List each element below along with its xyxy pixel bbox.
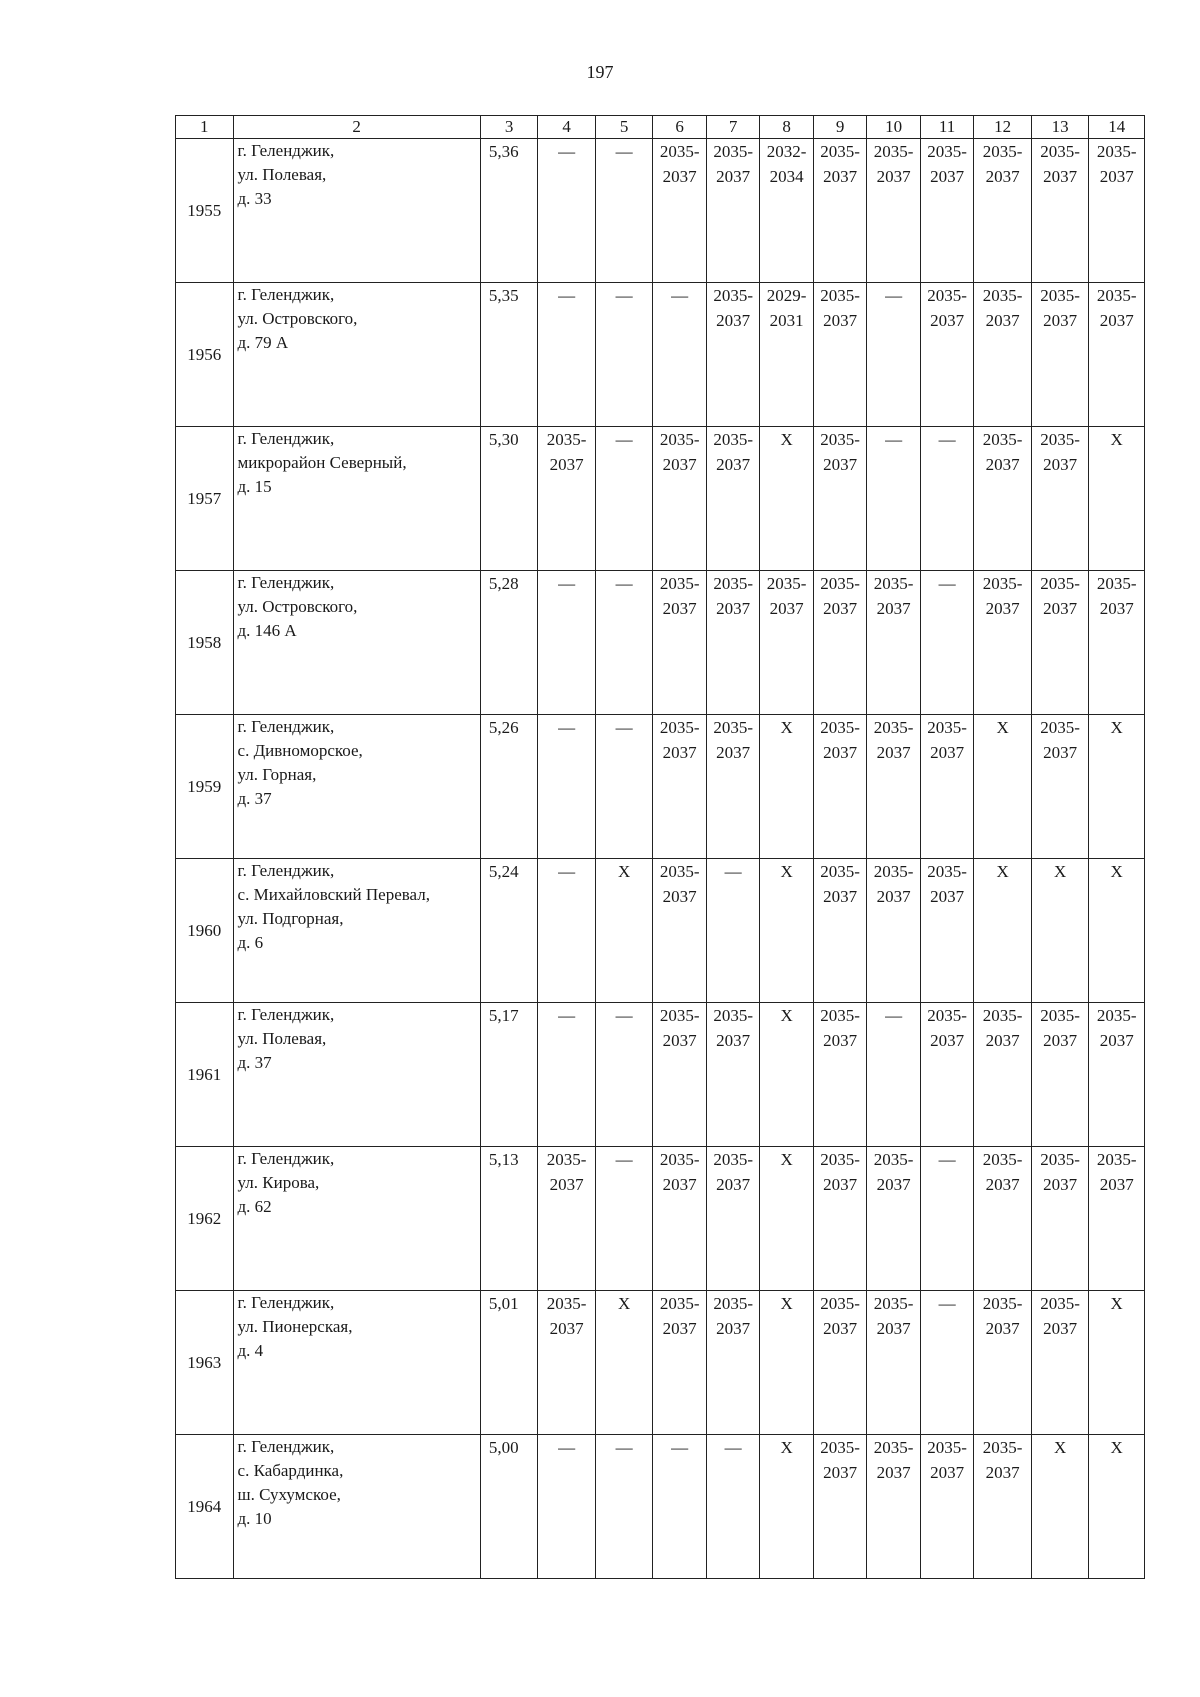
period-cell-col-9: 2035- 2037 (813, 1435, 866, 1579)
address-line: д. 37 (237, 789, 272, 808)
period-cell-col-4: 2035- 2037 (538, 1147, 596, 1291)
period-cell-col-13: 2035- 2037 (1031, 1291, 1089, 1435)
address-line: ш. Сухумское, (237, 1485, 341, 1504)
value-cell: 5,00 (480, 1435, 538, 1579)
value-cell: 5,24 (480, 859, 538, 1003)
period-cell-col-10: — (867, 1003, 920, 1147)
period-cell-col-11: 2035- 2037 (920, 283, 973, 427)
address-line: г. Геленджик, (237, 285, 335, 304)
row-number: 1963 (176, 1291, 234, 1435)
column-header-2: 2 (233, 116, 480, 139)
table-row (176, 1147, 1145, 1291)
table-row (176, 139, 1145, 283)
address-line: д. 33 (237, 189, 272, 208)
period-cell-col-9: 2035- 2037 (813, 571, 866, 715)
address-line: д. 79 А (237, 333, 289, 352)
period-cell-col-12: 2035- 2037 (974, 1003, 1032, 1147)
period-cell-col-5: — (595, 283, 653, 427)
column-header-9: 9 (813, 116, 866, 139)
period-cell-col-13: 2035- 2037 (1031, 1147, 1089, 1291)
row-number: 1960 (176, 859, 234, 1003)
period-cell-col-14: Х (1089, 1291, 1145, 1435)
table-row (176, 571, 1145, 715)
period-cell-col-8: 2032- 2034 (760, 139, 813, 283)
address-line: ул. Островского, (237, 309, 358, 328)
period-cell-col-7: 2035- 2037 (706, 1003, 759, 1147)
address-line: микрорайон Северный, (237, 453, 407, 472)
period-cell-col-14: 2035- 2037 (1089, 139, 1145, 283)
period-cell-col-8: Х (760, 1435, 813, 1579)
period-cell-col-9: 2035- 2037 (813, 859, 866, 1003)
period-cell-col-14: 2035- 2037 (1089, 1147, 1145, 1291)
period-cell-col-6: 2035- 2037 (653, 427, 706, 571)
period-cell-col-11: — (920, 427, 973, 571)
period-cell-col-6: 2035- 2037 (653, 571, 706, 715)
period-cell-col-5: — (595, 715, 653, 859)
address-line: д. 4 (237, 1341, 264, 1360)
period-cell-col-12: Х (974, 715, 1032, 859)
period-cell-col-7: 2035- 2037 (706, 283, 759, 427)
period-cell-col-13: 2035- 2037 (1031, 427, 1089, 571)
period-cell-col-4: — (538, 715, 596, 859)
address-line: ул. Полевая, (237, 165, 327, 184)
period-cell-col-14: 2035- 2037 (1089, 1003, 1145, 1147)
period-cell-col-8: Х (760, 1291, 813, 1435)
table-body (176, 116, 1145, 1579)
value-cell: 5,28 (480, 571, 538, 715)
row-number: 1961 (176, 1003, 234, 1147)
period-cell-col-9: 2035- 2037 (813, 1291, 866, 1435)
column-header-6: 6 (653, 116, 706, 139)
period-cell-col-6: 2035- 2037 (653, 715, 706, 859)
period-cell-col-13: 2035- 2037 (1031, 139, 1089, 283)
period-cell-col-5: — (595, 427, 653, 571)
header-row (176, 116, 1145, 139)
address-line: г. Геленджик, (237, 1293, 335, 1312)
address-line: д. 146 А (237, 621, 297, 640)
period-cell-col-4: 2035- 2037 (538, 1291, 596, 1435)
period-cell-col-13: 2035- 2037 (1031, 1003, 1089, 1147)
address-line: с. Дивноморское, (237, 741, 363, 760)
address-cell (233, 859, 480, 1003)
period-cell-col-11: — (920, 1291, 973, 1435)
address-line: г. Геленджик, (237, 573, 335, 592)
table-row (176, 1003, 1145, 1147)
address-line: с. Кабардинка, (237, 1461, 344, 1480)
period-cell-col-5: — (595, 139, 653, 283)
period-cell-col-10: 2035- 2037 (867, 1435, 920, 1579)
address-cell (233, 139, 480, 283)
table-row (176, 427, 1145, 571)
period-cell-col-10: 2035- 2037 (867, 1291, 920, 1435)
column-header-14: 14 (1089, 116, 1145, 139)
column-header-4: 4 (538, 116, 596, 139)
period-cell-col-5: Х (595, 859, 653, 1003)
period-cell-col-7: — (706, 1435, 759, 1579)
period-cell-col-13: 2035- 2037 (1031, 715, 1089, 859)
table-row (176, 859, 1145, 1003)
period-cell-col-6: 2035- 2037 (653, 859, 706, 1003)
period-cell-col-9: 2035- 2037 (813, 283, 866, 427)
period-cell-col-6: 2035- 2037 (653, 1147, 706, 1291)
period-cell-col-7: 2035- 2037 (706, 715, 759, 859)
period-cell-col-8: Х (760, 427, 813, 571)
page-number: 197 (586, 62, 614, 82)
period-cell-col-14: 2035- 2037 (1089, 571, 1145, 715)
period-cell-col-11: 2035- 2037 (920, 715, 973, 859)
value-cell: 5,13 (480, 1147, 538, 1291)
period-cell-col-9: 2035- 2037 (813, 715, 866, 859)
column-header-10: 10 (867, 116, 920, 139)
period-cell-col-5: Х (595, 1291, 653, 1435)
period-cell-col-12: 2035- 2037 (974, 571, 1032, 715)
value-cell: 5,35 (480, 283, 538, 427)
period-cell-col-8: 2029- 2031 (760, 283, 813, 427)
period-cell-col-13: Х (1031, 1435, 1089, 1579)
period-cell-col-8: 2035- 2037 (760, 571, 813, 715)
value-cell: 5,30 (480, 427, 538, 571)
address-line: г. Геленджик, (237, 141, 335, 160)
period-cell-col-8: Х (760, 859, 813, 1003)
period-cell-col-11: 2035- 2037 (920, 1003, 973, 1147)
address-cell (233, 1291, 480, 1435)
address-line: ул. Кирова, (237, 1173, 320, 1192)
value-cell: 5,01 (480, 1291, 538, 1435)
period-cell-col-13: 2035- 2037 (1031, 283, 1089, 427)
period-cell-col-5: — (595, 571, 653, 715)
period-cell-col-9: 2035- 2037 (813, 139, 866, 283)
period-cell-col-7: 2035- 2037 (706, 139, 759, 283)
period-cell-col-14: Х (1089, 859, 1145, 1003)
period-cell-col-13: 2035- 2037 (1031, 571, 1089, 715)
column-header-3: 3 (480, 116, 538, 139)
value-cell: 5,26 (480, 715, 538, 859)
value-cell: 5,17 (480, 1003, 538, 1147)
period-cell-col-14: Х (1089, 427, 1145, 571)
address-line: г. Геленджик, (237, 429, 335, 448)
period-cell-col-4: — (538, 139, 596, 283)
period-cell-col-7: 2035- 2037 (706, 1291, 759, 1435)
period-cell-col-9: 2035- 2037 (813, 1147, 866, 1291)
period-cell-col-10: 2035- 2037 (867, 715, 920, 859)
address-cell (233, 427, 480, 571)
address-line: г. Геленджик, (237, 717, 335, 736)
period-cell-col-11: — (920, 571, 973, 715)
address-line: д. 37 (237, 1053, 272, 1072)
address-line: ул. Островского, (237, 597, 358, 616)
address-line: д. 6 (237, 933, 264, 952)
period-cell-col-5: — (595, 1003, 653, 1147)
address-line: г. Геленджик, (237, 861, 335, 880)
period-cell-col-6: 2035- 2037 (653, 1003, 706, 1147)
period-cell-col-6: 2035- 2037 (653, 139, 706, 283)
period-cell-col-11: — (920, 1147, 973, 1291)
row-number: 1964 (176, 1435, 234, 1579)
period-cell-col-9: 2035- 2037 (813, 427, 866, 571)
table-row (176, 1435, 1145, 1579)
period-cell-col-14: 2035- 2037 (1089, 283, 1145, 427)
period-cell-col-8: Х (760, 1147, 813, 1291)
period-cell-col-13: Х (1031, 859, 1089, 1003)
period-cell-col-10: 2035- 2037 (867, 139, 920, 283)
period-cell-col-4: 2035- 2037 (538, 427, 596, 571)
column-header-13: 13 (1031, 116, 1089, 139)
address-line: д. 10 (237, 1509, 272, 1528)
period-cell-col-12: 2035- 2037 (974, 1291, 1032, 1435)
address-line: ул. Полевая, (237, 1029, 327, 1048)
column-header-5: 5 (595, 116, 653, 139)
period-cell-col-9: 2035- 2037 (813, 1003, 866, 1147)
period-cell-col-12: 2035- 2037 (974, 1435, 1032, 1579)
table-row (176, 1291, 1145, 1435)
period-cell-col-12: 2035- 2037 (974, 1147, 1032, 1291)
table-row (176, 715, 1145, 859)
period-cell-col-7: 2035- 2037 (706, 571, 759, 715)
period-cell-col-8: Х (760, 715, 813, 859)
address-cell (233, 1435, 480, 1579)
address-line: г. Геленджик, (237, 1005, 335, 1024)
row-number: 1962 (176, 1147, 234, 1291)
column-header-7: 7 (706, 116, 759, 139)
row-number: 1955 (176, 139, 234, 283)
period-cell-col-7: 2035- 2037 (706, 1147, 759, 1291)
address-cell (233, 571, 480, 715)
period-cell-col-11: 2035- 2037 (920, 1435, 973, 1579)
column-header-8: 8 (760, 116, 813, 139)
period-cell-col-5: — (595, 1147, 653, 1291)
address-line: ул. Подгорная, (237, 909, 344, 928)
period-cell-col-12: 2035- 2037 (974, 139, 1032, 283)
period-cell-col-4: — (538, 571, 596, 715)
address-line: д. 62 (237, 1197, 272, 1216)
period-cell-col-12: Х (974, 859, 1032, 1003)
period-cell-col-10: 2035- 2037 (867, 859, 920, 1003)
period-cell-col-10: 2035- 2037 (867, 1147, 920, 1291)
address-line: г. Геленджик, (237, 1437, 335, 1456)
row-number: 1959 (176, 715, 234, 859)
period-cell-col-10: — (867, 427, 920, 571)
row-number: 1958 (176, 571, 234, 715)
row-number: 1956 (176, 283, 234, 427)
period-cell-col-4: — (538, 1435, 596, 1579)
row-number: 1957 (176, 427, 234, 571)
period-cell-col-6: — (653, 1435, 706, 1579)
table-row (176, 283, 1145, 427)
period-cell-col-4: — (538, 283, 596, 427)
period-cell-col-10: — (867, 283, 920, 427)
period-cell-col-7: — (706, 859, 759, 1003)
column-header-1: 1 (176, 116, 234, 139)
address-cell (233, 283, 480, 427)
period-cell-col-4: — (538, 1003, 596, 1147)
period-cell-col-6: — (653, 283, 706, 427)
period-cell-col-4: — (538, 859, 596, 1003)
period-cell-col-11: 2035- 2037 (920, 859, 973, 1003)
column-header-12: 12 (974, 116, 1032, 139)
period-cell-col-6: 2035- 2037 (653, 1291, 706, 1435)
address-line: с. Михайловский Перевал, (237, 885, 430, 904)
address-line: ул. Пионерская, (237, 1317, 353, 1336)
address-line: г. Геленджик, (237, 1149, 335, 1168)
period-cell-col-10: 2035- 2037 (867, 571, 920, 715)
period-cell-col-14: Х (1089, 715, 1145, 859)
period-cell-col-5: — (595, 1435, 653, 1579)
period-cell-col-8: Х (760, 1003, 813, 1147)
data-table (175, 115, 1145, 1579)
column-header-11: 11 (920, 116, 973, 139)
address-cell (233, 715, 480, 859)
period-cell-col-12: 2035- 2037 (974, 283, 1032, 427)
period-cell-col-11: 2035- 2037 (920, 139, 973, 283)
period-cell-col-7: 2035- 2037 (706, 427, 759, 571)
period-cell-col-14: Х (1089, 1435, 1145, 1579)
value-cell: 5,36 (480, 139, 538, 283)
address-cell (233, 1003, 480, 1147)
address-line: д. 15 (237, 477, 272, 496)
period-cell-col-12: 2035- 2037 (974, 427, 1032, 571)
address-cell (233, 1147, 480, 1291)
address-line: ул. Горная, (237, 765, 317, 784)
